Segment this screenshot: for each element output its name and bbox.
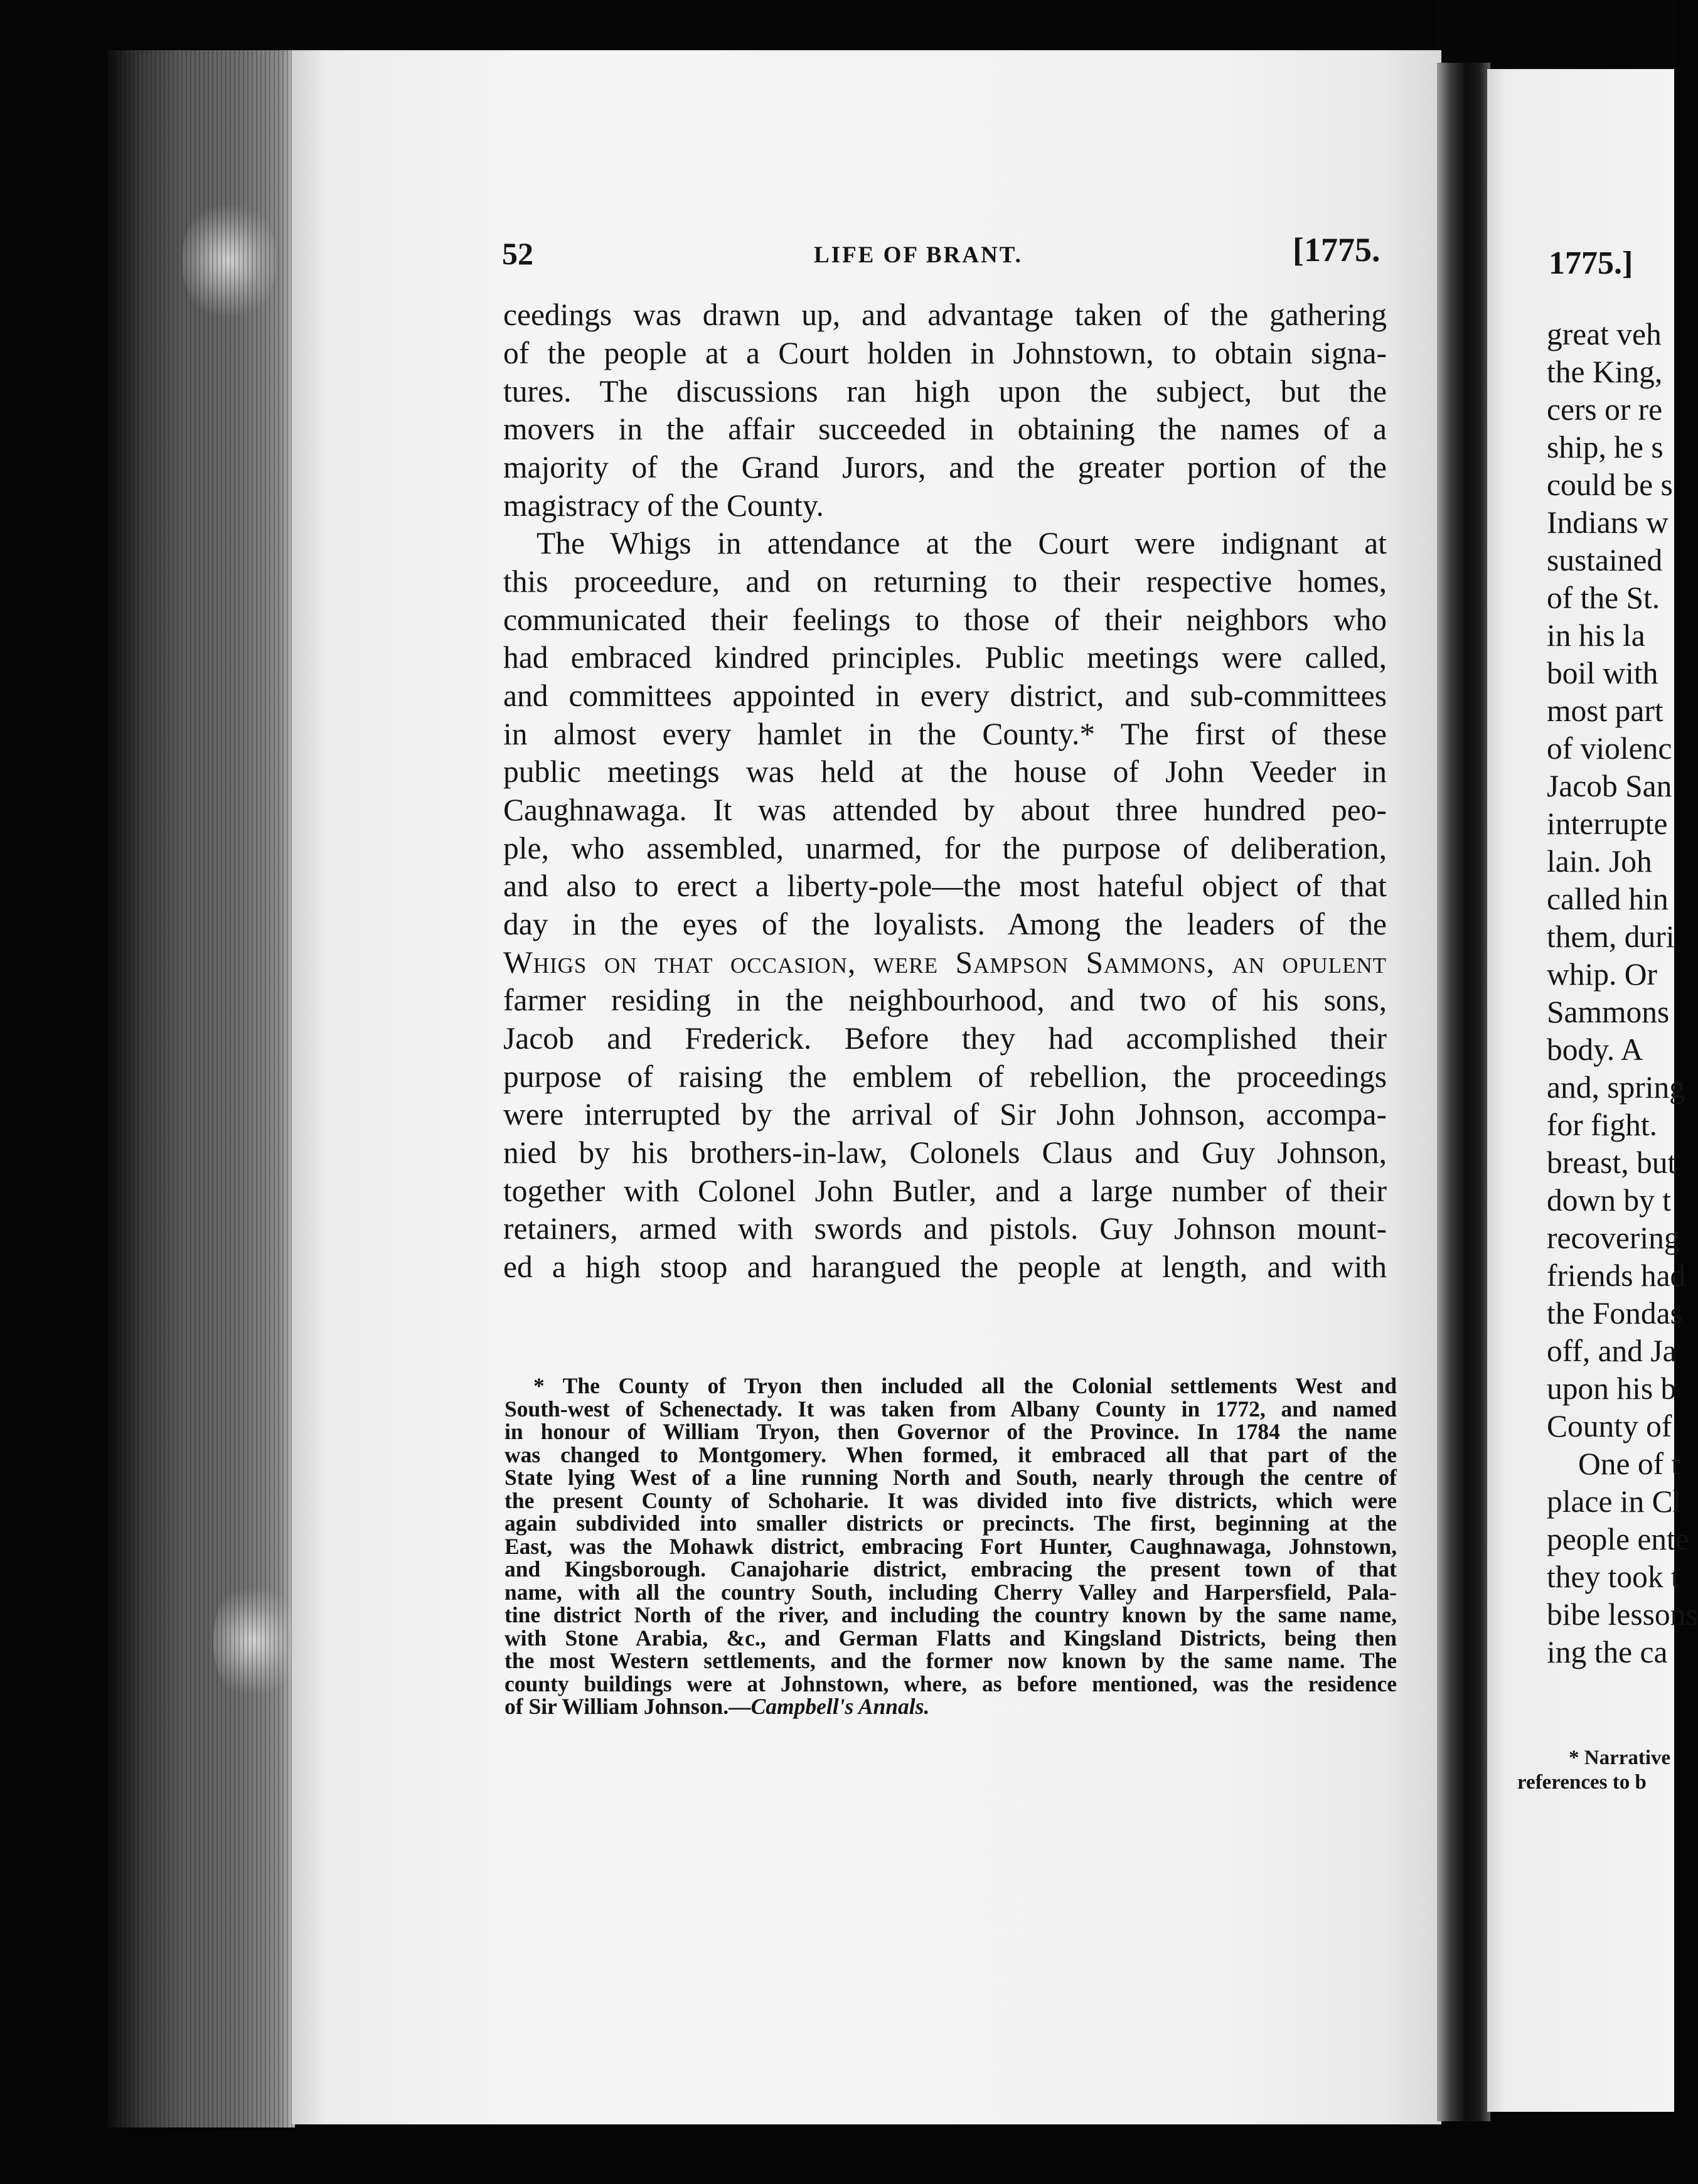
right-page-line: down by t <box>1547 1183 1671 1218</box>
body-line: retainers, armed with swords and pistols. Guy Johnson mount- <box>503 1211 1387 1246</box>
footnote-line: tine district North of the river, and including the country known by the same name, <box>505 1602 1397 1627</box>
body-line: communicated their feelings to those of their neighbors who <box>503 602 1387 637</box>
right-page-line: ship, he s <box>1547 430 1663 464</box>
stain-mark <box>213 1575 295 1707</box>
body-line: Caughnawaga. It was attended by about three hundred peo- <box>503 793 1387 827</box>
right-page-line: breast, but <box>1547 1145 1677 1180</box>
right-page-line: One of t <box>1578 1447 1680 1481</box>
footnote-line: * The County of Tryon then included all the Colonial settlements West and <box>533 1373 1397 1398</box>
body-line: had embraced kindred principles. Public meetings were called, <box>503 640 1387 675</box>
footnote-line <box>505 1695 1397 1718</box>
right-page-line: of the St. <box>1547 581 1660 615</box>
footnote-line: East, was the Mohawk district, embracing Fort Hunter, Caughnawaga, Johnstown, <box>505 1534 1397 1559</box>
right-page-line: Sammons <box>1547 995 1670 1029</box>
right-page-line: County of <box>1547 1409 1672 1443</box>
right-page-year: 1775.] <box>1549 245 1633 281</box>
right-page-line: could be s <box>1547 468 1673 502</box>
right-page-line: sustained <box>1547 543 1663 577</box>
body-line: ceedings was drawn up, and advantage taken of the gathering <box>503 297 1387 332</box>
scan-background <box>1437 0 1674 69</box>
footnote-line: again subdivided into smaller districts or precincts. The first, beginning at the <box>505 1511 1397 1536</box>
footnote-line: county buildings were at Johnstown, where, as before mentioned, was the residence <box>505 1671 1397 1696</box>
right-page-line: for fight. <box>1547 1108 1657 1142</box>
footnote-citation: Campbell's Annals. <box>750 1694 930 1719</box>
footnote-line: with Stone Arabia, &c., and German Flatts and Kingsland Districts, being then <box>505 1625 1397 1651</box>
body-line: this proceedure, and on returning to their respective homes, <box>503 564 1387 599</box>
footnote-line: and Kingsborough. Canajoharie district, embracing the present town of that <box>505 1556 1397 1582</box>
body-line: tures. The discussions ran high upon the subject, but the <box>503 374 1387 409</box>
body-line: farmer residing in the neighbourhood, and two of his sons, <box>503 983 1387 1017</box>
right-page-line: people ente <box>1547 1522 1689 1556</box>
body-line: and committees appointed in every district, and sub-committees <box>503 678 1387 713</box>
right-page-line: in his la <box>1547 618 1645 653</box>
body-line: The Whigs in attendance at the Court were indignant at <box>537 526 1387 560</box>
right-page-line: Jacob San <box>1547 769 1672 803</box>
footnote-line: name, with all the country South, including Cherry Valley and Harpersfield, Pala- <box>505 1580 1397 1605</box>
body-line: purpose of raising the emblem of rebellion, the proceedings <box>503 1059 1387 1094</box>
right-page-line: most part <box>1547 693 1663 728</box>
footnote-line: the present County of Schoharie. It was divided into five districts, which were <box>505 1488 1397 1513</box>
right-page-line: the King, <box>1547 355 1663 389</box>
footnote-line: South-west of Schenectady. It was taken from Albany County in 1772, and named <box>505 1396 1397 1421</box>
header-year: [1775. <box>1293 231 1380 269</box>
right-page-line: bibe lessons <box>1547 1597 1698 1632</box>
right-page-line: them, duri <box>1547 919 1675 954</box>
right-page-line: and, spring <box>1547 1070 1685 1105</box>
right-page-footnote-line: * Narrative <box>1569 1747 1671 1769</box>
book-gutter <box>1437 63 1490 2121</box>
body-line: ed a high stoop and harangued the people at length, and with <box>503 1250 1387 1284</box>
right-page-line: boil with <box>1547 656 1658 690</box>
right-page-line: cers or re <box>1547 392 1663 427</box>
body-line: public meetings was held at the house of John Veeder in <box>503 754 1387 789</box>
footnote-line: State lying West of a line running North and South, nearly through the centre of <box>505 1465 1397 1490</box>
right-page-line: the Fondas <box>1547 1296 1682 1330</box>
right-page-line: of violenc <box>1547 731 1672 766</box>
right-page-line: great veh <box>1547 317 1662 351</box>
right-page-line: friends had <box>1547 1258 1686 1293</box>
body-line: and also to erect a liberty-pole—the most hateful object of that <box>503 869 1387 903</box>
right-page-footnote-line: references to b <box>1517 1771 1647 1794</box>
footnote-line-text: of Sir William Johnson.— <box>505 1694 751 1719</box>
page-number: 52 <box>502 236 533 271</box>
book-fore-edge <box>107 50 295 2128</box>
right-page-line: lain. Joh <box>1547 844 1652 879</box>
footnote-line: in honour of William Tryon, then Governor of the Province. In 1784 the name <box>505 1419 1397 1444</box>
right-page-line: place in Cl <box>1547 1484 1682 1519</box>
body-line: in almost every hamlet in the County.* The first of these <box>503 717 1387 751</box>
body-line: nied by his brothers-in-law, Colonels Claus and Guy Johnson, <box>503 1135 1387 1170</box>
body-line: Jacob and Frederick. Before they had accomplished their <box>503 1021 1387 1056</box>
right-page-line: recovering <box>1547 1221 1680 1255</box>
right-page-line: called hin <box>1547 882 1669 916</box>
right-page-line: interrupte <box>1547 806 1668 841</box>
right-page-line: body. A <box>1547 1032 1643 1067</box>
right-page-line: upon his b <box>1547 1371 1677 1406</box>
body-line: Whigs on that occasion, were Sampson Sammons, an opulent <box>503 945 1387 980</box>
right-page-line: ing the ca <box>1547 1635 1668 1669</box>
footnote-line: the most Western settlements, and the former now known by the same name. The <box>505 1648 1397 1673</box>
right-page-line: Indians w <box>1547 505 1669 540</box>
stain-mark <box>182 195 276 326</box>
body-line: movers in the affair succeeded in obtaining the names of a <box>503 412 1387 446</box>
body-line: ple, who assembled, unarmed, for the purpose of deliberation, <box>503 831 1387 865</box>
body-line: of the people at a Court holden in Johnstown, to obtain signa- <box>503 336 1387 370</box>
running-head: LIFE OF BRANT. <box>814 242 1023 268</box>
right-page-line: off, and Ja <box>1547 1334 1677 1368</box>
right-page-line: whip. Or <box>1547 957 1657 992</box>
body-line: together with Colonel John Butler, and a large number of their <box>503 1174 1387 1208</box>
body-line: day in the eyes of the loyalists. Among the leaders of the <box>503 907 1387 941</box>
footnote-line: was changed to Montgomery. When formed, it embraced all that part of the <box>505 1442 1397 1467</box>
body-line: magistracy of the County. <box>503 488 824 523</box>
right-page-line: they took t <box>1547 1560 1680 1594</box>
body-line: majority of the Grand Jurors, and the greater portion of the <box>503 450 1387 484</box>
body-line: were interrupted by the arrival of Sir John Johnson, accompa- <box>503 1097 1387 1132</box>
